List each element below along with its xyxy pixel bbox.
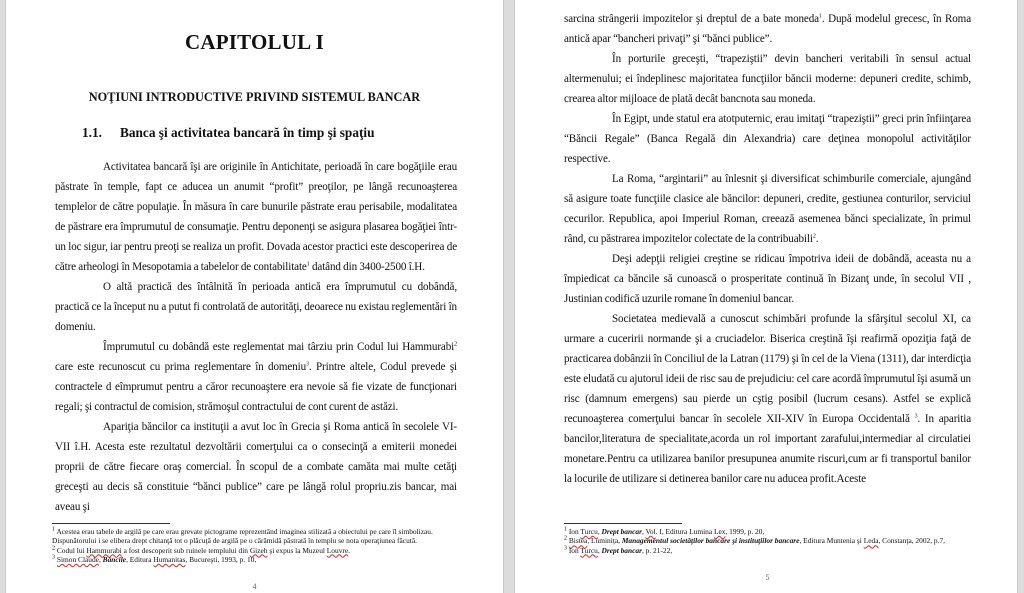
body-text[interactable] bbox=[55, 157, 457, 517]
footnote-ref[interactable]: 2 bbox=[812, 233, 816, 240]
footnote-ref[interactable]: 1 bbox=[306, 261, 310, 268]
footnote-text: , bbox=[641, 527, 646, 537]
paragraph bbox=[564, 169, 971, 249]
body-text[interactable] bbox=[564, 9, 971, 489]
paragraph-text: În Egipt, unde statul era atotputernic, erau imitaţi “trapeziştii” greci prin înfiinţarea “Băncii Regale” (Banca Regală din Alexandria) care deţinea monopolul activităţilor respective. bbox=[564, 113, 971, 165]
section-heading bbox=[82, 125, 457, 141]
footnote-title: Drept bancar bbox=[601, 527, 642, 537]
footnote-separator bbox=[564, 523, 682, 524]
footnote-ref[interactable]: 3 bbox=[306, 361, 309, 368]
footnote-text: a fost descoperit sub ruinele templului din bbox=[121, 545, 250, 555]
footnote bbox=[564, 546, 971, 555]
paragraph-text: sarcina strângerii impozitelor şi dreptul de a bate moneda bbox=[564, 13, 819, 25]
footnote-text: , Constanţa, 2002, p.7, bbox=[878, 536, 945, 546]
paragraph-text: Apariţia băncilor ca instituţii a avut loc în Grecia şi Roma antică în secolele VI-VII î.H. Acesta este rezultatul dezvoltării comerţului ca o consecinţă a emiterii monedei proprii de către fiecare oraş comercial. În scopul de a combate camăta mai multe cetăţi greceşti au decis să constituie “bănci publice” care pe lângă rolul propriu.zis bancar, mai aveau şi bbox=[55, 421, 457, 513]
paragraph bbox=[564, 249, 971, 309]
paragraph bbox=[55, 417, 457, 517]
document-page-4[interactable] bbox=[6, 0, 503, 593]
paragraph bbox=[55, 277, 457, 337]
paragraph-text: Deşi adepţii religiei creştine se ridicau împotriva ideii de dobândă, aceasta nu a împiedicat ca băncile să cunoască o prosperitate continuă în Bizanţ unde, în secolul VII , Justinian codifică uzurile romane în domeniul bancar. bbox=[564, 253, 971, 305]
paragraph-text: . bbox=[815, 233, 819, 245]
paragraph bbox=[55, 337, 457, 417]
footnote-text: , p. 21-22, bbox=[641, 545, 673, 555]
paragraph-text: La Roma, “argintarii” au înlesnit şi diversificat schimburile comerciale, ajungând să asigure toate funcţiile clasice ale băncilor: depuneri, credite, gestiunea conturilor, serviciul cecurilor. Republica, apoi Imperiul Roman, creează asemenea bănci specializate, în primul rând, cu păstrarea impozitelor colectate de la contribuabili bbox=[564, 173, 971, 245]
footnotes bbox=[52, 527, 457, 564]
footnote-text: , Editura Muntenia şi bbox=[799, 536, 864, 546]
paragraph-text: . Printre altele, Codul prevede şi contractele d eîmprumut pentru a căror recunoaştere era nevoie să fie vizate de funcţionari regali; şi contractul de comision, strămoşul contractului de cont curent de astăzi. bbox=[55, 361, 457, 413]
footnote-mark: 3 bbox=[564, 545, 567, 552]
paragraph-text: Activitatea bancară îşi are originile în Antichitate, perioadă în care bogăţiile erau păstrate în temple, fapt ce aducea un anumit “profit” preoţilor, pe lângă recunoaşterea templelor de către populaţie. În măsura în care bunurile păstrate erau perisabile, modalitatea de păstrare era împrumutul de consumaţie. Pentru deponenţi se asigura plasarea bogăţiei într-un loc sigur, iar pentru preoţi se realiza un profit. Dovada acestor practici este descoperirea de către arheologi în Mesopotamia a tabelelor de contabilitate bbox=[55, 161, 457, 273]
footnote-text: Codul lui bbox=[55, 545, 87, 555]
footnote-text: , Editura bbox=[126, 554, 154, 564]
spellcheck-word[interactable]: Leda bbox=[863, 536, 879, 546]
footnote-mark: 1 bbox=[52, 526, 55, 533]
spellcheck-word[interactable]: Lex bbox=[713, 527, 726, 537]
spellcheck-word[interactable]: Bistea bbox=[568, 536, 588, 546]
footnote-text: , bbox=[597, 527, 602, 537]
paragraph-text: Împrumutul cu dobândă este reglementat mai târziu prin Codul lui Hammurabi bbox=[103, 341, 455, 353]
footnote-title: Drept bancar bbox=[601, 545, 642, 555]
footnote-mark: 1 bbox=[564, 526, 567, 533]
paragraph-text: . După modelul grecesc, în Roma antică apar “bancheri privaţi” şi “bănci publice”. bbox=[564, 13, 971, 45]
paragraph-text: care este recunoscut cu prima reglementare în domeniu bbox=[55, 361, 306, 373]
footnote bbox=[52, 546, 457, 555]
footnote bbox=[564, 527, 971, 536]
section-number: 1.1. bbox=[82, 125, 102, 140]
footnote-text: . I, Editura Lumina bbox=[655, 527, 714, 537]
footnote-mark: 2 bbox=[564, 535, 567, 542]
spellcheck-word[interactable]: Gizeh bbox=[249, 545, 268, 555]
footnote-text: . bbox=[348, 545, 350, 555]
footnote-text: , 1999, p. 20, bbox=[725, 527, 765, 537]
paragraph bbox=[55, 157, 457, 277]
paragraph bbox=[564, 309, 971, 489]
paragraph bbox=[564, 49, 971, 109]
page-number: 4 bbox=[252, 582, 257, 592]
footnote-text: şi expus la Muzeul bbox=[267, 545, 327, 555]
footnote bbox=[564, 536, 971, 545]
paragraph-text: . In aparitia bancilor,literatura de specialitate,acorda un rol important zarafului,intermediar al circulatiei monetare.Pentru ca utilizarea banilor presupunea anumite riscuri,cum ar fi transportul banilor la locurile de utilizare si detinerea banilor care nu aducea profit.Aceste bbox=[564, 413, 971, 485]
footnote-ref[interactable]: 1 bbox=[818, 13, 822, 20]
spellcheck-word[interactable]: Turcu bbox=[580, 527, 598, 537]
spellcheck-word[interactable]: Turcu bbox=[580, 545, 598, 555]
footnote-text: Ion bbox=[567, 527, 581, 537]
document-page-5[interactable] bbox=[515, 0, 1017, 593]
footnote-text: , bbox=[98, 554, 103, 564]
footnote-text: Ion bbox=[567, 545, 581, 555]
page-spacer bbox=[564, 489, 971, 523]
paragraph-text: Societatea medievală a cunoscut schimbări profunde la sfârşitul secolul XI, ca urmare a cuceririi normande şi a cruciadelor. Biserica creştină îşi reafirmă opoziţia faţă de practicarea dobânzii în Conciliul de la Latran (1179) şi în cel de la Viena (1311), dar interdicţia este eludată cu ajutorul ideii de risc sau de prejudiciu: cel care acordă împrumutul îşi asumă un risc (damnum emergens) sau pierde un cştig posibil (lucrum cesans). Astfel se explică recunoaşterea comerţului bancar în secolele XII-XIV în Europa Occidentală bbox=[564, 313, 971, 425]
footnote-title: Băncile bbox=[102, 554, 127, 564]
footnote-text: , Bucureşti, 1993, p. 10, bbox=[185, 554, 257, 564]
paragraph bbox=[564, 9, 971, 49]
chapter-title: CAPITOLUL I bbox=[185, 30, 324, 54]
footnote-text: Acestea erau tabele de argilă pe care erau grevate pictograme reprezentând imaginea stilizată a obiectului pe care îl simbolizau. Dispunătorului i se elibera drept chitanţă tot o plăcuţă de argilă pe o cărămidă păstrată în templu se nota operaţiunea făcută. bbox=[52, 527, 433, 546]
footnote-mark: 2 bbox=[52, 545, 55, 552]
chapter-subtitle: NOŢIUNI INTRODUCTIVE PRIVIND SISTEMUL BANCAR bbox=[88, 90, 421, 104]
footnote-mark: 3 bbox=[52, 554, 55, 561]
footnote bbox=[52, 555, 457, 564]
footnote-title: Managementul societăţilor bancare şi instituţiilor bancare bbox=[621, 536, 800, 546]
spellcheck-word[interactable]: Hammurabi bbox=[86, 545, 122, 555]
spellcheck-word[interactable]: Louvre bbox=[326, 545, 349, 555]
footnote-ref[interactable]: 2 bbox=[454, 341, 457, 348]
paragraph bbox=[564, 109, 971, 169]
spellcheck-word[interactable]: Simon Claude bbox=[56, 554, 99, 564]
paragraph-text: În porturile greceşti, “trapeziştii” devin bancheri veritabili în sensul actual altermenului; ei îndeplinesc majoritatea funcţiilor băncii moderne: depuneri credite, schimb, crearea altor mijloace de plată decât bancnota sau moneda. bbox=[564, 53, 971, 105]
footnote bbox=[52, 527, 457, 546]
page-number: 5 bbox=[765, 573, 770, 582]
footnote-separator bbox=[52, 523, 170, 524]
spellcheck-word[interactable]: Humanitas bbox=[153, 554, 186, 564]
spellcheck-word[interactable]: Vol bbox=[645, 527, 656, 537]
paragraph-text: datând din 3400-2500 î.H. bbox=[309, 261, 425, 273]
footnote-text: , bbox=[597, 545, 602, 555]
footnote-ref[interactable]: 3 bbox=[914, 413, 918, 420]
footnotes bbox=[564, 527, 971, 555]
footnote-text: , Luminiţa, bbox=[587, 536, 622, 546]
section-title: Banca şi activitatea bancară în timp şi spaţiu bbox=[120, 125, 375, 140]
paragraph-text: O altă practică des întâlnită în perioada antică era împrumutul cu dobândă, practică ce la început nu a putut fi controlată de autorităţi, deoarece nu existau reglementări în domeniu. bbox=[55, 281, 457, 333]
